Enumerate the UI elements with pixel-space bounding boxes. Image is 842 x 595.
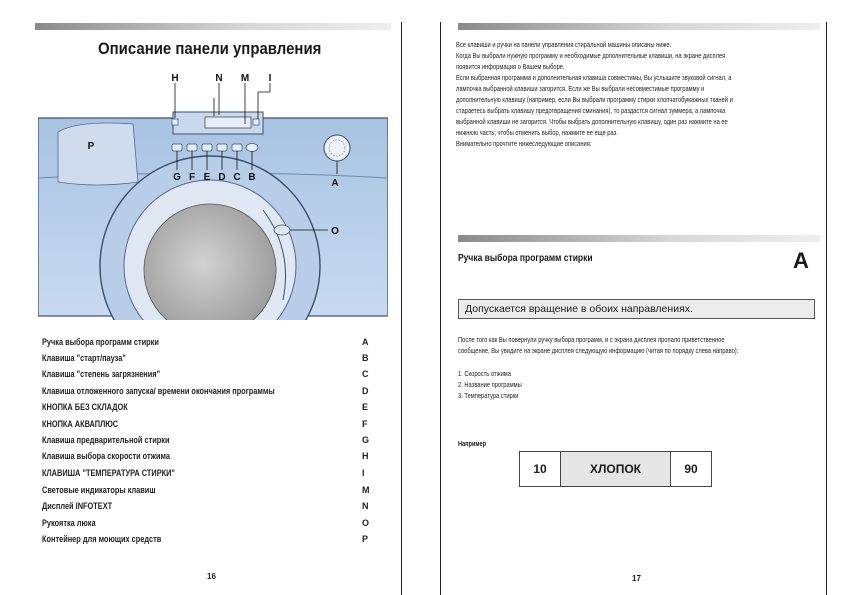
page-number-left: 16 [207,572,216,581]
legend-letter: I [362,468,365,478]
display-info-list [458,368,828,401]
callout-g: G [173,172,181,183]
door-handle-shape [274,225,290,235]
intro-line: появится информация о Вашем выборе. [456,62,565,71]
callout-i: I [268,73,272,84]
callout-h: H [171,73,179,84]
intro-line: выбранной клавиши не загорится. Чтобы выбрать дополнительную клавишу, один раз нажмите на ее [456,117,728,126]
legend-label: Клавиша "степень загрязнения" [42,369,161,379]
callout-n: N [215,73,223,84]
callout-p: P [87,141,95,152]
legend-letter: F [362,419,368,429]
callout-f: F [188,172,196,183]
legend-label: КЛАВИША "ТЕМПЕРАТУРА СТИРКИ" [42,468,175,478]
legend-row [42,419,372,433]
display-spin-value: 10 [520,452,561,486]
legend-letter: B [362,353,369,363]
page-number-right: 17 [632,574,641,583]
legend-row [42,386,372,400]
infotext-display [205,117,251,128]
display-example [519,451,712,487]
page-divider [401,22,402,595]
legend-row [42,435,372,449]
intro-line: стараетесь выбрать клавишу предотвращения сминания), то раздастся сигнал зуммера, а лампочка [456,106,726,115]
legend-row [42,337,372,351]
legend-letter: O [362,518,370,528]
legend-letter: N [362,501,369,511]
legend-label: Клавиша выбора скорости отжима [42,451,170,461]
callout-m: M [240,73,250,84]
legend-row [42,369,372,383]
legend-label: Дисплей INFOTEXT [42,501,113,511]
list-item: 1. Скорость отжима [458,369,511,378]
legend-row [42,468,372,482]
intro-line: дополнительную клавишу (например, если Вы выбрали программу стирки хлопчатобумажных тканей и [456,95,733,104]
legend-row [42,518,372,532]
legend-row [42,353,372,367]
callout-c: C [233,172,241,183]
legend-letter: H [362,451,369,461]
intro-line: лампочка выбранной клавиши загорится. Если же Вы выбрали несовместимые программу и [456,84,705,93]
intro-text [456,39,828,149]
rotation-notice: Допускается вращение в обоих направлениях. [458,299,815,319]
intro-line: Все клавиши и ручки на панели управления стиральной машины описаны ниже. [456,40,672,49]
section-description [458,334,828,356]
display-program-name: ХЛОПОК [561,452,671,486]
example-label: Например [458,441,487,448]
legend-label: Клавиша "старт/пауза" [42,353,126,363]
legend-label: Контейнер для моющих средств [42,534,162,544]
list-item: 3. Температура стирки [458,391,519,400]
control-panel-illustration [38,70,388,320]
legend-letter: D [362,386,369,396]
detergent-drawer-shape [58,123,138,185]
intro-line: Внимательно прочтите нижеследующие описания: [456,139,592,148]
legend-letter: P [362,534,369,544]
legend-label: Клавиша отложенного запуска/ времени окончания программы [42,386,275,396]
page-divider-right [440,22,441,595]
legend-letter: E [362,402,369,412]
legend-row [42,501,372,515]
display-temperature-value: 90 [684,462,698,476]
callout-d: D [218,172,226,183]
section-title: Ручка выбора программ стирки [458,253,593,264]
legend-label: Клавиша предварительной стирки [42,435,170,445]
legend-row [42,534,372,548]
legend-row [42,402,372,416]
legend-label: Световые индикаторы клавиш [42,485,156,495]
header-bar [35,23,391,30]
callout-a: A [331,178,339,189]
legend-label: КНОПКА АКВАПЛЮС [42,419,119,429]
legend-letter: G [362,435,370,445]
description-line: После того как Вы повернули ручку выбора программ, и с экрана дисплея пропало приветственное [458,335,725,344]
legend-row [42,485,372,499]
legend-letter: C [362,369,369,379]
temperature-button-shape [253,119,259,125]
spin-speed-button-shape [172,119,178,125]
intro-line: Когда Вы выбрали нужную программу и необходимые дополнительные клавиши, на экране дисплея [456,51,726,60]
callout-o: O [331,226,339,237]
callout-e: E [203,172,211,183]
description-line: сообщение, Вы увидите на экране дисплея следующую информацию (читая по порядку слева направо): [458,346,739,355]
legend-letter: M [362,485,370,495]
section-letter: A [793,248,809,273]
legend-label: Ручка выбора программ стирки [42,337,159,347]
legend-label: Рукоятка люка [42,518,96,528]
list-item: 2. Название программы [458,380,522,389]
header-bar-right [458,23,820,30]
intro-line: Если выбранная программа и дополнительная клавиша совместимы, Вы услышите звуковой сигнал, а [456,73,732,82]
callout-b: B [248,172,256,183]
legend-row [42,451,372,465]
section-bar [458,235,820,242]
page-title: Описание панели управления [98,39,322,58]
program-knob [324,135,350,161]
legend-label: КНОПКА БЕЗ СКЛАДОК [42,402,128,412]
intro-line: нижнюю часть; чтобы отменить выбор, нажмите ее еще раз. [456,128,618,137]
legend-letter: A [362,337,369,347]
